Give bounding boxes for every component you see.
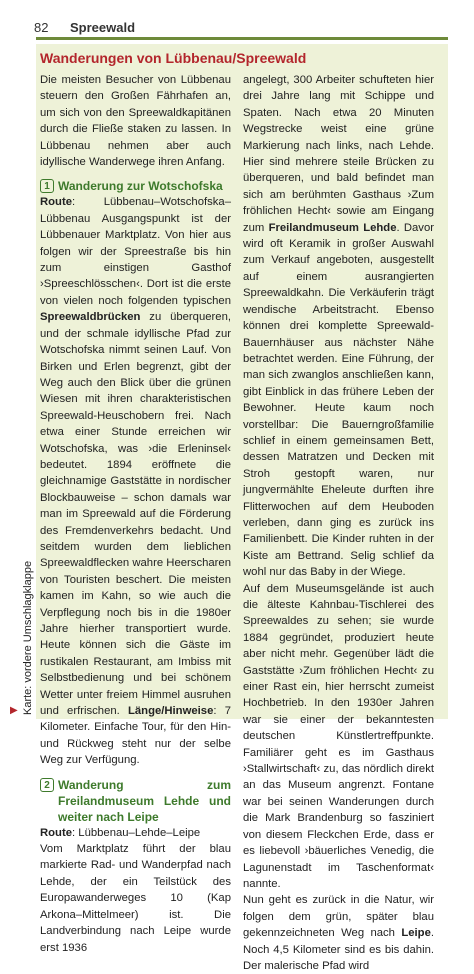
paragraph-3: Nun geht es zurück in die Natur, wir folgen dem grün, später blau gekennzeichneten Weg nach Leipe. Noch 4,5 Kilometer sind es bis dahin. Der malerische Pfad wird — [243, 894, 434, 972]
route-body-2: Vom Marktplatz führt der blau markierte Rad- und Wanderpfad nach Lehde, der ein Teilstück des Europawanderweges 10 (Kap Arkona–Mittelmeer) ist. Die Landverbindung nach Leipe wurde erst 1936 — [40, 843, 231, 954]
section-title: Wanderung zum Freilandmuseum Lehde und weiter nach Leipe — [58, 777, 231, 824]
box-title: Wanderungen von Lübbenau/Spreewald — [40, 50, 307, 66]
paragraph-1: angelegt, 300 Arbeiter schufteten hier drei Jahre lang mit Schippe und Spaten. Nach etwa 20 Minuten Wegstrecke weist eine grüne Markierung nach links, nach Lehde. Hier sind mehrere steile Brücken zu überqueren, und bald befindet man sich am berühmten Gasthaus ›Zum fröhlichen Hecht‹ sowie am Eingang zum Freilandmuseum Lehde. Davor wird oft Keramik in großer Auswahl zum Verkauf angeboten, ausgestellt auf einem ausrangierten Spreewaldkahn. Die Verkäuferin trägt wendische Arbeitstracht. Ebenso können drei komplette Spreewald-Bauernhäuser aus nächster Nähe betrachtet werden. Eine Führung, der man sich zwanglos anschließen kann, gibt Einblick in das frühere Leben der Bewohner. Heute kaum noch vorstellbar: Die Bauerngroßfamilie schlief in einem gemeinsamen Bett, dessen Matratzen und Decken mit Stroh gestopft waren, nur jungvermählte Eheleute durften ihre Flitterwochen auf dem Heuboden verleben, dann ging es zurück ins Familienbett. Die Kinder ruhten in der Kiste am Bettrand. Selig schlief da wohl nur das Baby in der Wiege. — [243, 74, 434, 579]
intro-paragraph: Die meisten Besucher von Lübbenau steuern den Großen Fährhafen an, um sich von den Spreewaldkapitänen durch die Fließe staken zu lassen. In Lübbenau nehmen aber auch idyllische Wanderwege ihren Anfang. — [40, 74, 231, 169]
route-paragraph-1: Route: Lübbenau–Wotschofska–Lübbenau Ausgangspunkt ist der Lübbenauer Marktplatz. Von hier aus folgen wir der Spreestraße bis hin zum einstigen Gasthof ›Spreeschlösschen‹. Dort ist die erste von vielen noch folgenden typischen Spreewaldbrücken zu überqueren, und der schmale idyllische Pfad zur Wotschofska nimmt seinen Lauf. Von Birken und Erlen begrenzt, gibt der Weg auch den Blick über die grünen Wiesen mit ihren charakteristischen Spreewald-Heuschobern frei. Nach etwa einer Stunde erreichen wir Wotschofska, was ›die Erleninsel‹ bedeutet. 1894 eröffnete die gleichnamige Gaststätte in nordischer Blockbauweise – schon damals war man im Spreewald auf die Förderung des Fremdenverkehrs bedacht. Und seitdem wurden dem lieblichen Spreewaldflecken wahre Heerscharen von Touristen beschert. Die meisten kamen im Kahn, so wie auch die Verpflegung noch bis in die 1980er Jahre hierher transportiert wurde. Heute können sich die Gäste im rustikalen Restaurant, am Imbiss mit Selbstbedienung und bei schönem Wetter unter freiem Himmel ausruhen und erfrischen. Länge/Hinweise: 7 Kilometer. Einfache Tour, für den Hin- und Rückweg steht nur der selbe Weg zur Verfügung. — [40, 196, 231, 767]
left-column — [40, 72, 231, 956]
section-number-icon: 2 — [40, 778, 54, 792]
page-header — [30, 20, 450, 38]
length-label: Länge/Hinweise — [127, 705, 214, 718]
bold-term: Leipe — [401, 927, 431, 940]
route-label: Route — [40, 826, 73, 839]
section-heading-1 — [40, 178, 231, 194]
section-number-icon: 1 — [40, 179, 54, 193]
right-column — [243, 72, 434, 974]
page-number: 82 — [34, 20, 49, 35]
running-title: Spreewald — [70, 20, 136, 35]
route-paragraph-2: Route: Lübbenau–Lehde–Leipe — [40, 826, 201, 839]
header-rule — [36, 37, 448, 40]
bold-term: Freilandmuseum Lehde — [268, 221, 397, 234]
triangle-marker-icon: ▶ — [10, 705, 18, 716]
map-reference-text: Karte: vordere Umschlagklappe — [22, 560, 34, 715]
bold-term: Spreewaldbrücken — [40, 311, 141, 324]
map-reference-sidebar — [10, 560, 34, 716]
section-heading-2 — [40, 777, 231, 825]
section-title: Wanderung zur Wotschofska — [58, 179, 223, 194]
route-label: Route — [40, 196, 73, 209]
paragraph-2: Auf dem Museumsgelände ist auch die älteste Kahnbau-Tischlerei des Spreewaldes zu sehen; sie wurde 1884 gegründet, produziert heute aber nicht mehr. Gegenüber lädt die Gaststätte ›Zum fröhlichen Hecht‹ zu einer Rast ein, hier herrscht zumeist Hochbetrieb. In den 1930er Jahren war sie einer der bekanntesten deutschen Künstlertreffpunkte. Familiärer geht es im Gasthaus ›Stallwirtschaft‹ zu, das nördlich direkt an das Museum angrenzt. Fontane war bei seinen Wanderungen durch die Mark Brandenburg so fasziniert von diesem Fleckchen Erde, dass er es liebevoll ›bäuerliches Venedig, die Lagunenstadt im Taschenformat‹ nannte. — [243, 582, 434, 890]
